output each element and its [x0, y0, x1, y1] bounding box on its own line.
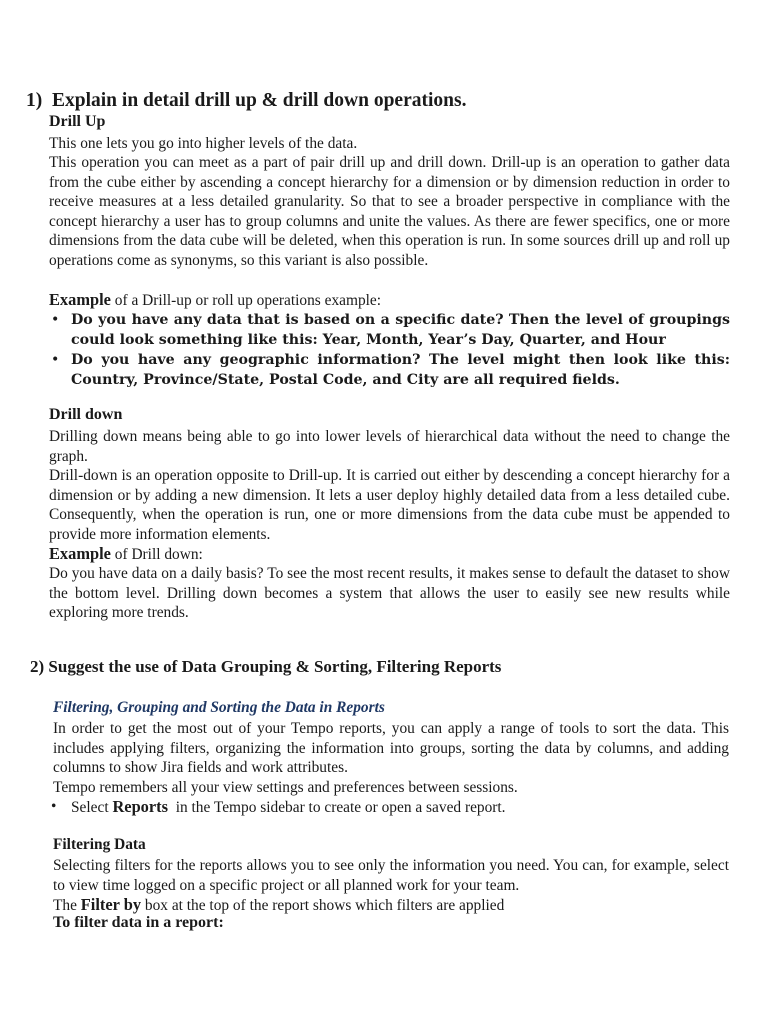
bullet-text-pre: Select: [71, 799, 113, 816]
drill-up-bullet-list: [49, 310, 730, 390]
list-item: [49, 797, 730, 818]
bullet-text: Do you have any geographic information? The level might then look like this: Country, Province/State, Postal Code, and City are all required fields.: [71, 352, 730, 388]
bullet-icon: •: [51, 798, 57, 815]
tempo-bullet-list: [49, 797, 730, 818]
example-text: of Drill down:: [110, 546, 203, 563]
reports-keyword: Reports: [112, 797, 168, 816]
filter-by-keyword: Filter by: [80, 895, 142, 914]
section-subtitle: Filtering, Grouping and Sorting the Data in Reports: [53, 699, 385, 716]
to-filter-heading: To filter data in a report:: [53, 914, 224, 931]
question-1-heading: 1) Explain in detail drill up & drill down operations.: [26, 90, 467, 111]
filter-by-pre: The: [53, 897, 81, 914]
drill-down-example-line: [49, 544, 730, 565]
list-item: [49, 310, 730, 350]
drill-down-example-text: Do you have data on a daily basis? To see the most recent results, it makes sense to default the dataset to show the bottom level. Drilling down becomes a system that allows the user to easily see new results while exploring more trends.: [49, 565, 730, 622]
bullet-icon: •: [51, 312, 60, 328]
example-label: Example: [49, 290, 111, 309]
drill-up-description: This operation you can meet as a part of pair drill up and drill down. Drill-up is an operation to gather data from the cube either by ascending a concept hierarchy for a dimension or by dimension reduction in order to receive measures at a less detailed granularity. So that to see a broader perspective in compliance with the concept hierarchy a user has to group columns and unite the values. As there are fewer specifics, one or more dimensions from the data cube will be deleted, when this operation is run. In some sources drill up and roll up operations come as synonyms, so this variant is also possible.: [49, 154, 730, 269]
question-2-heading: 2) Suggest the use of Data Grouping & Sorting, Filtering Reports: [30, 657, 502, 676]
drill-down-title: Drill down: [49, 406, 123, 423]
filtering-data-title: Filtering Data: [53, 836, 146, 853]
drill-up-example-line: [49, 290, 730, 311]
filter-by-post: box at the top of the report shows which filters are applied: [141, 897, 505, 914]
example-label: Example: [49, 544, 111, 563]
bullet-text: Do you have any data that is based on a specific date? Then the level of groupings could look something like this: Year, Month, Year’s Day, Quarter, and Hour: [71, 312, 730, 348]
bullet-text-post: in the Tempo sidebar to create or open a saved report.: [168, 799, 506, 816]
filter-by-line: [53, 895, 729, 916]
example-text: of a Drill-up or roll up operations example:: [110, 292, 382, 309]
filtering-description: Selecting filters for the reports allows you to see only the information you need. You can, for example, select to view time logged on a specific project or all planned work for your team.: [53, 857, 729, 894]
tempo-intro: In order to get the most out of your Tempo reports, you can apply a range of tools to sort the data. This includes applying filters, organizing the information into groups, sorting the data by columns, and adding columns to show Jira fields and work attributes.: [53, 720, 729, 777]
drill-down-description: Drill-down is an operation opposite to Drill-up. It is carried out either by descending a concept hierarchy for a dimension or by adding a new dimension. It lets a user deploy highly detailed data from a less detailed cube. Consequently, when the operation is run, one or more dimensions from the data cube must be appended to provide more information elements.: [49, 467, 730, 543]
drill-down-intro: Drilling down means being able to go into lower levels of hierarchical data without the need to change the graph.: [49, 428, 730, 465]
drill-up-title: Drill Up: [49, 113, 106, 130]
list-item: [49, 350, 730, 390]
bullet-icon: •: [51, 352, 60, 368]
tempo-settings-note: Tempo remembers all your view settings and preferences between sessions.: [53, 779, 518, 796]
drill-up-intro: This one lets you go into higher levels of the data.: [49, 135, 358, 152]
